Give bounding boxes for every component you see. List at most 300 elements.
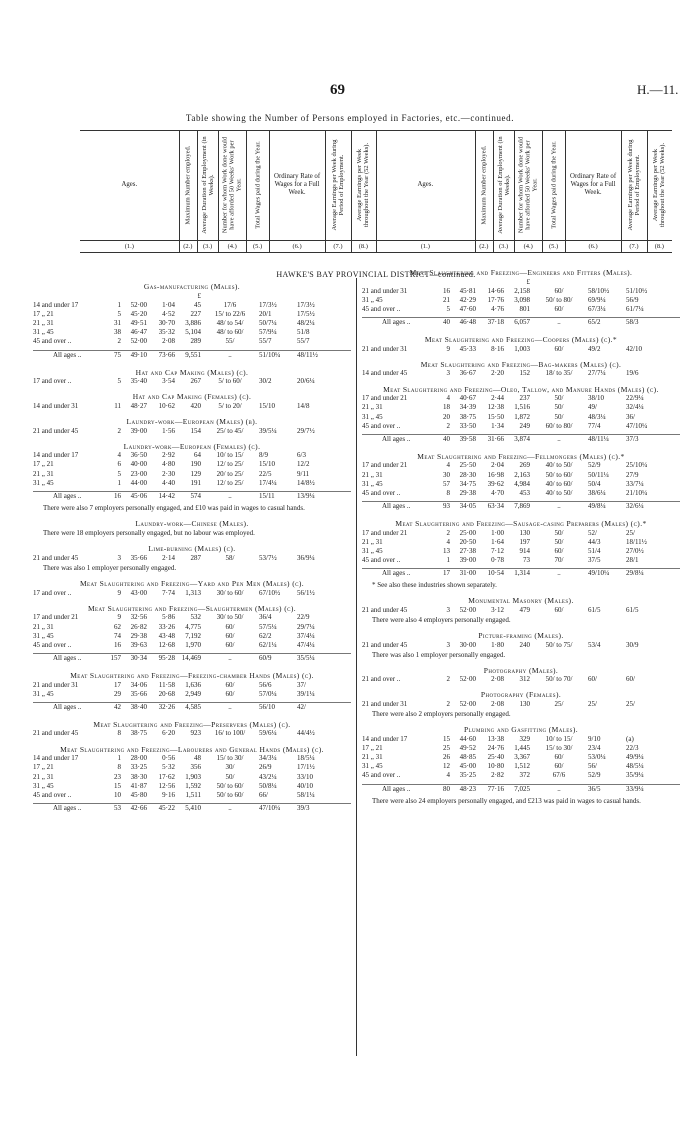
- table-cell: 49/: [588, 403, 597, 412]
- table-cell: 37/4¼: [297, 631, 315, 640]
- table-cell: 45 and over ..: [33, 337, 72, 346]
- table-cell: 62: [114, 622, 121, 631]
- table-cell: 48·27: [130, 401, 147, 410]
- table-cell: 22/9: [297, 613, 310, 622]
- section-title: Hat and Cap Making (Females) (c).: [132, 392, 252, 402]
- header-divider: [565, 130, 566, 252]
- table-cell: 17 and under 21: [33, 613, 79, 622]
- table-row: [33, 479, 351, 488]
- table-cell: 267: [190, 377, 201, 386]
- table-cell: 2,158: [514, 286, 530, 295]
- section: [362, 666, 680, 685]
- table-cell: 21 „ 31: [362, 753, 383, 761]
- table-cell: 38·30: [130, 772, 147, 781]
- header-divider: [325, 130, 326, 252]
- header-label: Average Earnings per Week throughout the Year (52 Weeks).: [356, 142, 371, 228]
- table-cell: 42/10: [626, 344, 642, 353]
- table-cell: 2·08: [491, 699, 504, 708]
- table-cell: 58/10½: [588, 286, 610, 295]
- table-cell: 49/10¼: [588, 569, 610, 578]
- table-cell: 60/: [554, 753, 564, 761]
- table-cell: 5: [117, 469, 121, 478]
- table-cell: 17·62: [158, 772, 175, 781]
- table-cell: 60/: [554, 762, 564, 771]
- table-cell: 14,469: [181, 654, 201, 663]
- table-cell: 16: [114, 640, 121, 649]
- table-cell: 42·29: [459, 295, 476, 304]
- table-cell: All ages ..: [53, 654, 82, 663]
- table-row: [362, 480, 680, 489]
- table-cell: 6/3: [297, 451, 306, 460]
- section-note: There was also 1 employer personally engaged.: [372, 650, 506, 659]
- table-cell: 45 and over ..: [362, 305, 401, 314]
- table-cell: 17 and under 21: [362, 461, 408, 470]
- table-cell: 191: [190, 478, 201, 487]
- table-cell: 2·04: [491, 461, 504, 470]
- table-row: [33, 310, 351, 319]
- table-cell: 22/9¼: [626, 394, 644, 403]
- table-cell: 50/4: [588, 479, 601, 488]
- table-cell: 40·00: [130, 460, 147, 469]
- table-cell: 60/: [225, 631, 235, 640]
- table-cell: 57/5¼: [259, 622, 277, 631]
- table-cell: 17 and over ..: [33, 588, 72, 597]
- table-cell: 23·00: [130, 469, 147, 478]
- table-cell: 60/: [554, 344, 564, 353]
- table-cell: ..: [228, 804, 232, 813]
- table-cell: 17/1½: [297, 763, 315, 772]
- table-cell: 17 „ 21: [33, 763, 54, 772]
- table-cell: 2·14: [162, 553, 175, 562]
- table-cell: 7·12: [491, 547, 504, 555]
- table-cell: 48·85: [459, 753, 476, 761]
- table-cell: 31 „ 45: [362, 412, 383, 421]
- left-column: [33, 282, 351, 815]
- table-cell: 312: [519, 675, 530, 684]
- table-row: [33, 460, 351, 469]
- section-title: Lime-burning (Males) (c).: [148, 544, 236, 554]
- table-cell: 2·44: [491, 394, 504, 403]
- table-cell: 50/8¼: [259, 781, 277, 790]
- header-number: (8.): [358, 243, 368, 250]
- table-cell: 14·42: [158, 491, 175, 500]
- table-cell: 21 „ 31: [362, 403, 383, 412]
- table-cell: 29: [114, 689, 121, 698]
- table-cell: 923: [190, 729, 201, 738]
- table-cell: 60/: [554, 305, 564, 314]
- table-cell: 9: [446, 344, 450, 353]
- table-cell: 45 and over ..: [362, 556, 401, 565]
- table-row: [33, 292, 351, 301]
- table-cell: 35·32: [158, 328, 175, 337]
- table-cell: 31 „ 45: [362, 295, 383, 304]
- table-cell: 49/2: [588, 344, 601, 353]
- table-cell: £: [526, 277, 530, 286]
- table-cell: 52·00: [459, 699, 476, 708]
- table-cell: 25/: [554, 699, 564, 708]
- table-cell: 3: [446, 640, 450, 649]
- table-cell: 62/1¼: [259, 640, 277, 649]
- header-number: (8.): [654, 243, 664, 250]
- table-cell: 0·56: [162, 754, 175, 763]
- table-cell: 47/10¼: [259, 804, 281, 813]
- table-cell: 2: [117, 337, 121, 346]
- table-row: [362, 606, 680, 615]
- table-cell: 95·28: [158, 654, 175, 663]
- table-cell: 29·38: [459, 488, 476, 497]
- table-cell: 2: [446, 421, 450, 430]
- table-cell: ..: [557, 502, 561, 511]
- header-cell: [514, 130, 542, 240]
- table-cell: 56/1½: [297, 588, 315, 597]
- table-cell: 50/ to 70/: [545, 675, 573, 684]
- table-row: [33, 319, 351, 328]
- table-cell: 18/11½: [626, 537, 647, 546]
- table-cell: 60/: [225, 689, 235, 698]
- table-cell: 15/ to 30/: [545, 743, 573, 752]
- table-row: [362, 403, 680, 412]
- table-row: [362, 413, 680, 422]
- table-cell: 2: [117, 426, 121, 435]
- table-row: [33, 641, 351, 650]
- header-label: Number for whom Work done would have afforded 50 Weeks' Work per Year.: [517, 136, 539, 234]
- section-title: Laundry-work—European (Males) (b).: [126, 417, 258, 426]
- table-cell: 9/10: [588, 734, 601, 743]
- section: [362, 452, 680, 513]
- section-title: Meat Slaughtering and Freezing—Freezing-chamber Hands (Males) (c).: [70, 671, 314, 681]
- table-cell: 55/7: [297, 337, 310, 346]
- table-cell: 1,636: [185, 680, 201, 689]
- header-label: Number for whom Work done would have afforded 50 Weeks' Work per Year.: [221, 136, 243, 234]
- table-cell: 190: [190, 460, 201, 469]
- table-title: Table showing the Number of Persons employed in Factories, etc.—continued.: [185, 113, 515, 123]
- table-cell: 39·00: [130, 426, 147, 435]
- section-note: There were also 7 employers personally engaged, and £10 was paid in wages to casual hands.: [43, 503, 305, 512]
- table-cell: 1,970: [185, 640, 201, 649]
- table-cell: 53/0¼: [588, 753, 606, 761]
- section-title: Gas-manufacturing (Males).: [143, 282, 241, 291]
- table-cell: ..: [228, 702, 232, 711]
- table-cell: 48: [194, 754, 201, 763]
- table-cell: 14 and under 17: [362, 734, 408, 743]
- table-cell: 58/3: [626, 318, 639, 327]
- table-cell: All ages ..: [53, 804, 82, 813]
- table-cell: 25/: [588, 699, 597, 708]
- table-cell: ..: [228, 350, 232, 359]
- table-cell: 48/11¼: [588, 434, 609, 443]
- table-cell: 15/10: [259, 401, 275, 410]
- header-label: Ages.: [417, 181, 434, 188]
- table-cell: 5·86: [162, 613, 175, 622]
- table-cell: 25/10¼: [626, 461, 648, 470]
- table-cell: 269: [519, 461, 530, 470]
- table-cell: 9: [117, 588, 121, 597]
- table-cell: 12/2: [297, 460, 310, 469]
- table-cell: 1·34: [491, 421, 504, 430]
- header-rule: [80, 252, 672, 253]
- table-cell: 66/: [259, 790, 268, 799]
- table-cell: 14 and under 45: [362, 369, 408, 378]
- table-cell: 60/9: [259, 654, 272, 663]
- table-cell: 38·75: [459, 412, 476, 421]
- header-cell: [621, 130, 646, 240]
- table-cell: ..: [228, 491, 232, 500]
- table-cell: 39/3: [297, 804, 310, 813]
- table-cell: 18: [443, 403, 450, 412]
- table-cell: 80: [443, 784, 450, 793]
- table-cell: 39·00: [459, 556, 476, 565]
- table-cell: 23/4: [588, 743, 601, 752]
- section: [33, 544, 351, 573]
- table-cell: 4·40: [162, 478, 175, 487]
- table-cell: 67/6: [552, 771, 566, 780]
- header-number: (2.): [479, 243, 489, 250]
- table-cell: 21 and under 31: [362, 286, 408, 295]
- table-cell: 37/5: [588, 556, 601, 565]
- table-cell: 7·74: [162, 588, 175, 597]
- table-cell: 26: [443, 753, 450, 761]
- header-divider: [179, 130, 180, 252]
- table-cell: 2: [446, 675, 450, 684]
- table-cell: 32·56: [130, 613, 147, 622]
- table-row: [33, 554, 351, 563]
- table-cell: 17/3½: [259, 300, 277, 309]
- table-cell: 23: [114, 772, 121, 781]
- table-cell: 36/9¼: [297, 553, 315, 562]
- table-cell: 14·66: [487, 286, 504, 295]
- table-cell: 4: [446, 537, 450, 546]
- header-cell: [179, 130, 197, 240]
- header-cell: [542, 130, 565, 240]
- page-number: 69: [330, 82, 345, 98]
- table-cell: 40/ to 60/: [545, 479, 573, 488]
- table-cell: 10/ to 15/: [545, 734, 573, 743]
- table-row: [362, 538, 680, 547]
- table-cell: 29·38: [130, 631, 147, 640]
- table-cell: 45: [194, 300, 201, 309]
- header-cell: [80, 130, 179, 240]
- table-row: [362, 784, 680, 796]
- table-cell: 60/ to 80/: [545, 421, 573, 430]
- table-cell: 3,874: [514, 434, 530, 443]
- header-cell: [246, 130, 269, 240]
- header-divider: [542, 130, 543, 252]
- table-cell: 57/0¼: [259, 689, 277, 698]
- table-cell: 52/9: [588, 771, 601, 780]
- table-cell: 45·22: [158, 804, 175, 813]
- section: [362, 268, 680, 329]
- table-cell: 25·00: [459, 528, 476, 537]
- table-cell: 21 „ 31: [33, 772, 54, 781]
- header-divider: [493, 130, 494, 252]
- header-divider: [351, 130, 352, 252]
- section-title: Laundry-work—European (Females) (c).: [123, 441, 261, 451]
- header-label: Average Earnings per Week throughout the Year (52 Weeks).: [652, 142, 667, 228]
- table-cell: 329: [519, 734, 530, 743]
- table-row: [362, 471, 680, 480]
- table-cell: ..: [557, 569, 561, 578]
- table-cell: 22/3: [626, 743, 639, 752]
- header-divider: [514, 130, 515, 252]
- header-number: (4.): [523, 243, 533, 250]
- section-title: Photography (Females).: [480, 690, 562, 700]
- table-cell: 48/5¼: [626, 762, 644, 771]
- table-cell: 12·38: [487, 403, 504, 412]
- table-cell: 8·16: [491, 344, 504, 353]
- table-cell: 44·60: [459, 734, 476, 743]
- table-cell: 56/: [588, 762, 597, 771]
- section: [362, 360, 680, 379]
- table-cell: 12·68: [158, 640, 175, 649]
- table-cell: 1,592: [185, 781, 201, 790]
- table-cell: 453: [519, 488, 530, 497]
- header-label: Total Wages paid during the Year.: [254, 141, 262, 229]
- table-cell: 130: [519, 528, 530, 537]
- table-cell: 67/3¼: [588, 305, 606, 314]
- table-cell: 14 and under 17: [33, 451, 79, 460]
- header-label: Total Wages paid during the Year.: [550, 141, 558, 229]
- header-cell: [565, 130, 621, 240]
- header-label: Maximum Number employed.: [480, 145, 488, 225]
- header-cell: [269, 130, 325, 240]
- table-cell: 21 and under 31: [362, 699, 408, 708]
- table-cell: 1,313: [185, 588, 201, 597]
- table-cell: 39/5¼: [259, 426, 277, 435]
- table-row: [33, 653, 351, 665]
- table-cell: 17·76: [487, 295, 504, 304]
- table-cell: 49/8¼: [588, 502, 606, 511]
- table-cell: 4,585: [185, 702, 201, 711]
- section: [33, 417, 351, 436]
- table-cell: 7,869: [514, 502, 530, 511]
- table-cell: 3,367: [514, 753, 530, 761]
- table-cell: 3,886: [185, 319, 201, 328]
- table-cell: 50/: [554, 528, 564, 537]
- table-cell: 3·12: [491, 605, 504, 614]
- table-cell: 3,098: [514, 295, 530, 304]
- table-cell: 1,516: [514, 403, 530, 412]
- table-row: [33, 782, 351, 791]
- table-cell: 1,872: [514, 412, 530, 421]
- table-cell: 56/9: [626, 295, 639, 304]
- table-row: [33, 803, 351, 815]
- table-cell: 2·08: [162, 337, 175, 346]
- table-cell: 13: [443, 547, 450, 555]
- table-row: [33, 681, 351, 690]
- table-cell: 63·34: [487, 502, 504, 511]
- table-row: [33, 470, 351, 479]
- table-cell: All ages ..: [382, 502, 411, 511]
- table-cell: 50/7¼: [259, 319, 277, 328]
- table-cell: 5/ to 20/: [218, 401, 242, 410]
- table-cell: 14/8: [297, 401, 310, 410]
- table-cell: 21/10¼: [626, 488, 648, 497]
- table-cell: 31·66: [487, 434, 504, 443]
- table-cell: 35·40: [130, 377, 147, 386]
- table-cell: 53/7½: [259, 553, 277, 562]
- table-cell: 4·76: [491, 305, 504, 314]
- table-cell: 70/: [554, 556, 564, 565]
- table-row: [362, 317, 680, 329]
- table-row: [362, 422, 680, 431]
- table-cell: 17: [443, 569, 450, 578]
- table-cell: 41·87: [130, 781, 147, 790]
- table-cell: 152: [519, 369, 530, 378]
- table-cell: 0·78: [491, 556, 504, 565]
- table-cell: 15: [114, 781, 121, 790]
- table-cell: 30/ to 60/: [216, 588, 244, 597]
- table-cell: 45·00: [459, 762, 476, 771]
- table-cell: 67/10½: [259, 588, 281, 597]
- table-cell: All ages ..: [53, 491, 82, 500]
- table-cell: 73: [523, 556, 530, 565]
- table-cell: 6·20: [162, 729, 175, 738]
- table-cell: 60/: [626, 675, 635, 684]
- table-cell: 21 „ 31: [33, 469, 54, 478]
- section-title: Meat Slaughtering and Freezing—Yard and Pen Men (Males) (c).: [79, 579, 305, 589]
- header-number: (3.): [202, 243, 213, 250]
- table-cell: 1,003: [514, 344, 530, 353]
- table-cell: 30·00: [459, 640, 476, 649]
- table-cell: 17/3½: [297, 300, 315, 309]
- header-cell: [376, 130, 475, 240]
- table-cell: 31 „ 45: [33, 781, 54, 790]
- header-label: Average Duration of Employment (in Weeks).: [496, 136, 511, 234]
- table-cell: 129: [190, 469, 201, 478]
- table-cell: 21 and under 45: [362, 605, 408, 614]
- table-cell: 27/0½: [626, 547, 644, 555]
- table-cell: 42·66: [130, 804, 147, 813]
- table-cell: 9/11: [297, 469, 310, 478]
- table-row: [362, 744, 680, 753]
- table-cell: 33/9¼: [626, 784, 644, 793]
- table-cell: 10·62: [158, 401, 175, 410]
- section: [362, 690, 680, 719]
- table-row: [33, 589, 351, 598]
- header-divider: [269, 130, 270, 252]
- table-cell: All ages ..: [382, 318, 411, 327]
- table-cell: 60/: [225, 640, 235, 649]
- table-cell: 93: [443, 502, 450, 511]
- section-title: Laundry-work—Chinese (Males).: [135, 518, 249, 528]
- table-cell: 52·00: [459, 675, 476, 684]
- section-title: Meat Slaughtering and Freezing—Coopers (Males) (c).*: [424, 335, 618, 345]
- table-cell: ..: [557, 318, 561, 327]
- table-cell: 45·20: [130, 309, 147, 318]
- table-cell: 10/ to 15/: [216, 451, 244, 460]
- table-cell: 21 and under 45: [33, 426, 79, 435]
- header-label: Average Earnings per Week during Period of Employment.: [330, 139, 345, 231]
- table-cell: 27·38: [459, 547, 476, 555]
- table-cell: 34/3¼: [259, 754, 277, 763]
- table-cell: 16: [443, 286, 450, 295]
- table-cell: 40/ to 50/: [545, 461, 573, 470]
- table-cell: 33·25: [130, 763, 147, 772]
- table-row: [33, 337, 351, 346]
- header-cell: [218, 130, 246, 240]
- table-cell: 20: [443, 412, 450, 421]
- table-cell: 17 and under 21: [362, 528, 408, 537]
- table-cell: 30/2: [259, 377, 272, 386]
- section: [362, 335, 680, 354]
- section-title: Photography (Males).: [483, 665, 559, 675]
- table-cell: 50/ to 60/: [216, 790, 244, 799]
- table-cell: 50/ to 60/: [216, 781, 244, 790]
- table-cell: 14 and under 31: [33, 401, 79, 410]
- table-cell: 5,410: [185, 804, 201, 813]
- table-cell: 56/6: [259, 680, 272, 689]
- table-cell: 21 „ 31: [362, 470, 383, 479]
